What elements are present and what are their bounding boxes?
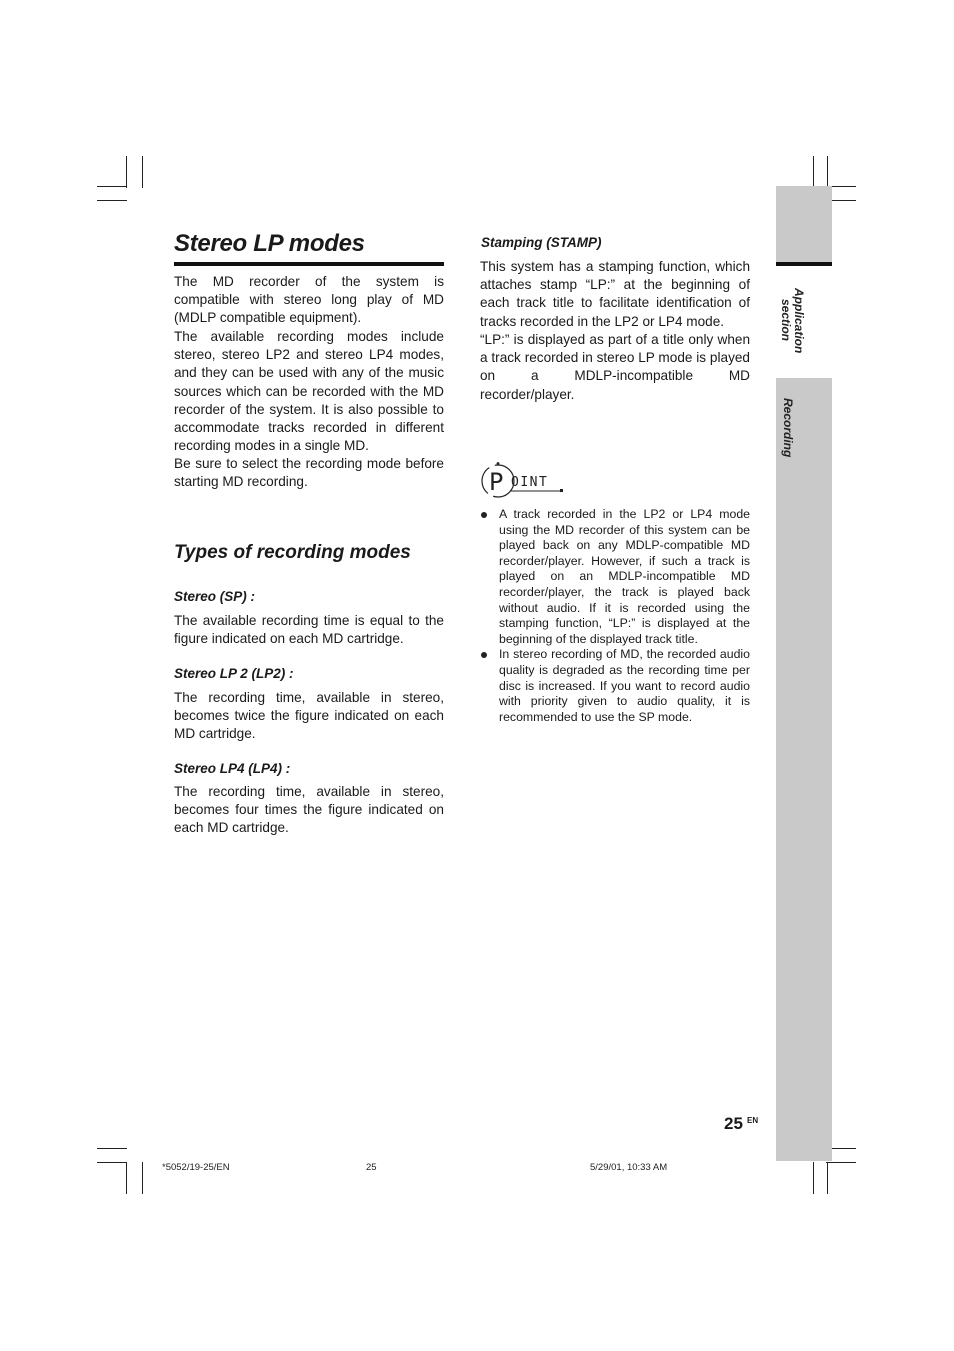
point-bullet-list [480, 507, 750, 725]
crop-mark [826, 1162, 856, 1163]
point-logo-letter: P [489, 468, 504, 496]
side-tab [776, 186, 832, 1161]
list-item [480, 647, 750, 725]
side-tab-chapter-label: Recording [781, 398, 795, 458]
stamping-heading: Stamping (STAMP) [481, 235, 602, 250]
footer-page: 25 [366, 1162, 377, 1173]
mode-heading-lp4: Stereo LP4 (LP4) : [174, 761, 291, 776]
page-language: EN [747, 1116, 759, 1125]
crop-mark [97, 1148, 127, 1149]
point-logo-icon [480, 462, 570, 500]
bullet-icon [481, 652, 487, 658]
page-number: 25 [724, 1114, 743, 1133]
title-underline [174, 262, 444, 266]
mode-description-sp: The available recording time is equal to the figure indicated on each MD cartridge. [174, 613, 444, 647]
footer-code: *5052/19-25/EN [162, 1162, 230, 1173]
crop-mark [813, 156, 814, 188]
side-tab-active-section [776, 262, 832, 378]
bullet-text: In stereo recording of MD, the recorded audio quality is degraded as the recording time per disc is increased. If you want to record audio with priority given to audio quality, it is recommended to use the SP mode. [499, 647, 750, 724]
mode-description-lp4: The recording time, available in stereo, becomes four times the figure indicated on each MD cartridge. [174, 784, 444, 836]
bullet-text: A track recorded in the LP2 or LP4 mode using the MD recorder of this system can be played back on any MDLP-compatible MD recorder/player. However, if such a track is played on an MDLP-incompatible MD recorder/player, the track is played back without audio. If it is recorded using the stamping function, “LP:” is displayed at the beginning of the displayed track title. [499, 507, 750, 646]
mode-heading-lp2: Stereo LP 2 (LP2) : [174, 666, 294, 681]
crop-mark [126, 156, 127, 188]
stamping-paragraph: “LP:” is displayed as part of a title only when a track recorded in stereo LP mode is played on a MDLP-incompatible MD recorder/player. [480, 332, 750, 402]
mode-heading-sp: Stereo (SP) : [174, 589, 256, 604]
point-logo-text: OINT [511, 475, 549, 490]
stamping-paragraph: This system has a stamping function, which attaches stamp “LP:” at the beginning of each track title to facilitate identification of tracks recorded in the LP2 or LP4 mode. [480, 259, 750, 329]
intro-paragraph: The available recording modes include stereo, stereo LP2 and stereo LP4 modes, and they can be used with any of the music sources which can be recorded with the MD recorder of the system. It is also possible to accommodate tracks recorded in different recording modes in a single MD. [174, 329, 444, 454]
crop-mark [142, 1162, 143, 1194]
intro-paragraph: Be sure to select the recording mode before starting MD recording. [174, 456, 444, 490]
crop-mark [97, 200, 127, 201]
crop-mark [97, 1162, 127, 1163]
footer-date: 5/29/01, 10:33 AM [590, 1162, 668, 1173]
section-heading: Types of recording modes [174, 542, 411, 563]
list-item [480, 507, 750, 647]
side-tab-label-line2: section [779, 299, 793, 342]
bullet-icon [481, 512, 487, 518]
mode-description-lp2: The recording time, available in stereo, becomes twice the figure indicated on each MD cartridge. [174, 690, 444, 742]
page-title: Stereo LP modes [174, 230, 365, 257]
intro-paragraph: The MD recorder of the system is compatible with stereo long play of MD (MDLP compatible equipment). [174, 274, 444, 326]
crop-mark [813, 1162, 814, 1194]
crop-mark [126, 1162, 127, 1194]
crop-mark [827, 1162, 828, 1194]
crop-mark [142, 156, 143, 188]
crop-mark [827, 156, 828, 188]
side-tab-label-line1: Application [792, 288, 806, 354]
crop-mark [97, 186, 127, 187]
